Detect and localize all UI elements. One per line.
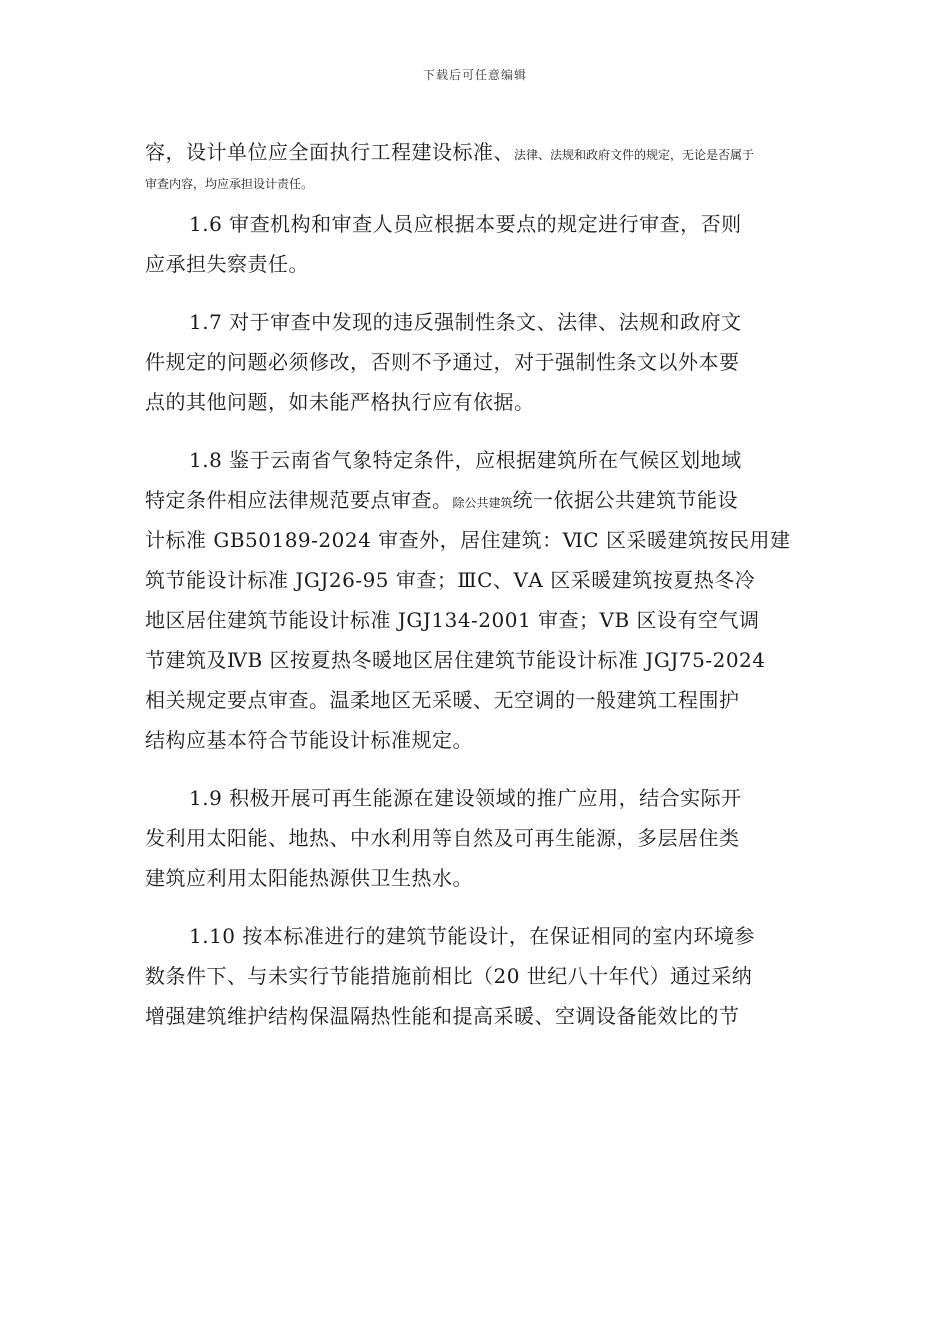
text-run: 点的其他问题，如未能严格执行应有依据。 — [145, 390, 535, 414]
text-run: 应承担失察责任。 — [145, 252, 309, 276]
paragraph — [145, 778, 805, 898]
text-run: 件规定的问题必须修改，否则不予通过，对于强制性条文以外本要 — [145, 350, 740, 374]
text-line — [145, 680, 805, 720]
text-run: 建筑应利用太阳能热源供卫生热水。 — [145, 866, 473, 890]
text-run: 地区居住建筑节能设计标准 JGJ134-2001 审查；ⅤB 区设有空气调 — [145, 608, 760, 632]
paragraph-gap — [145, 284, 805, 302]
text-run: 数条件下、与未实行节能措施前相比（20 世纪八十年代）通过采纳 — [145, 964, 753, 988]
text-run: 筑节能设计标准 JGJ26-95 审查；ⅢC、ⅤA 区采暖建筑按夏热冬冷 — [145, 568, 756, 592]
text-line — [145, 858, 805, 898]
text-line — [145, 818, 805, 858]
paragraph-gap — [145, 760, 805, 778]
paragraph — [145, 440, 805, 760]
text-run: 特定条件相应法律规范要点审查。 — [145, 488, 453, 512]
paragraph — [145, 132, 805, 196]
text-line — [145, 778, 805, 818]
text-line — [145, 560, 805, 600]
text-line — [145, 204, 805, 244]
text-run: 1.10 按本标准进行的建筑节能设计，在保证相同的室内环境参 — [189, 924, 755, 948]
small-text-run: 审查内容，均应承担设计责任。 — [145, 177, 314, 191]
text-run: 1.7 对于审查中发现的违反强制性条文、法律、法规和政府文 — [189, 310, 742, 334]
paragraph-gap — [145, 196, 805, 204]
text-run: 增强建筑维护结构保温隔热性能和提高采暖、空调设备能效比的节 — [145, 1004, 740, 1028]
text-run: 1.8 鉴于云南省气象特定条件，应根据建筑所在气候区划地域 — [189, 448, 742, 472]
document-body — [145, 132, 805, 1036]
small-text-run: 法律、法规和政府文件的规定，无论是否属于 — [514, 148, 755, 162]
text-line — [145, 996, 805, 1036]
text-line — [145, 720, 805, 760]
text-line — [145, 440, 805, 480]
text-run: 发利用太阳能、地热、中水利用等自然及可再生能源，多层居住类 — [145, 826, 740, 850]
text-line — [145, 600, 805, 640]
paragraph — [145, 916, 805, 1036]
text-run: 统一依据公共建筑节能设 — [512, 488, 739, 512]
text-line — [145, 342, 805, 382]
paragraph — [145, 204, 805, 284]
text-line — [145, 244, 805, 284]
text-run: 结构应基本符合节能设计标准规定。 — [145, 728, 473, 752]
text-line — [145, 480, 805, 520]
text-line — [145, 916, 805, 956]
text-run: 相关规定要点审查。温柔地区无采暖、无空调的一般建筑工程围护 — [145, 688, 740, 712]
text-line — [145, 520, 805, 560]
text-line — [145, 640, 805, 680]
paragraph-gap — [145, 422, 805, 440]
text-run: 1.9 积极开展可再生能源在建设领域的推广应用，结合实际开 — [189, 786, 742, 810]
text-line — [145, 956, 805, 996]
text-run: 1.6 审查机构和审查人员应根据本要点的规定进行审查，否则 — [189, 212, 742, 236]
small-text-run: 除公共建筑 — [452, 496, 513, 510]
text-run: 计标准 GB50189-2024 审查外，居住建筑：ⅥC 区采暖建筑按民用建 — [145, 528, 791, 552]
page-header: 下载后可任意编辑 — [422, 68, 527, 82]
text-line — [145, 172, 805, 196]
text-line — [145, 302, 805, 342]
text-line — [145, 132, 805, 172]
text-line — [145, 382, 805, 422]
paragraph-gap — [145, 898, 805, 916]
paragraph — [145, 302, 805, 422]
text-run: 节建筑及ⅣB 区按夏热冬暖地区居住建筑节能设计标准 JGJ75-2024 — [145, 648, 766, 672]
text-run: 容，设计单位应全面执行工程建设标准、 — [145, 140, 514, 164]
